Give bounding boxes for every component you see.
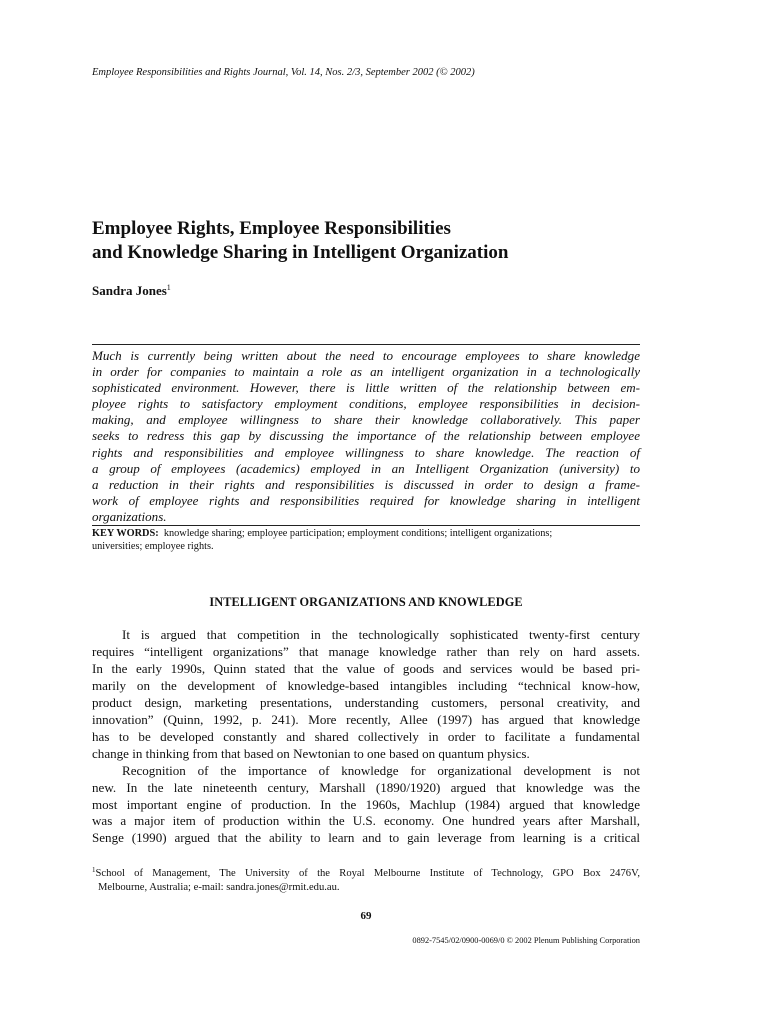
abstract-line: in order for companies to maintain a role as an intelligent organization in a technologically (92, 364, 640, 380)
abstract-bottom-rule (92, 525, 640, 526)
body-line: Senge (1990) argued that the ability to learn and to gain leverage from learning is a critical (92, 830, 640, 846)
body-line: Recognition of the importance of knowledge for organizational development is not (122, 762, 640, 778)
body-line: It is argued that competition in the technologically sophisticated twenty-first century (122, 627, 640, 642)
keywords-line: universities; employee rights. (92, 540, 214, 552)
copyright-line: 0892-7545/02/0900-0069/0 © 2002 Plenum Publishing Corporation (412, 936, 640, 945)
abstract-line: making, and employee willingness to share their knowledge collaboratively. This paper (92, 412, 640, 428)
abstract-line: ployee rights to satisfactory employment conditions, employee responsibilities in decision- (92, 396, 640, 412)
abstract-line: organizations. (92, 508, 167, 524)
body-line: requires “intelligent organizations” that manage knowledge rather than rely on hard assets. (92, 643, 640, 659)
body-text (92, 627, 640, 847)
article-title-line: Employee Rights, Employee Responsibilities (92, 218, 451, 239)
keywords-text: knowledge sharing; employee participation; employment conditions; intelligent organizations; (163, 528, 553, 539)
footnote-line: Melbourne, Australia; e-mail: sandra.jones@rmit.edu.au. (98, 881, 340, 893)
article-title (92, 217, 652, 265)
body-line: was a major item of production within the U.S. economy. One hundred years after Marshall, (92, 813, 640, 829)
author-footnote-mark: 1 (166, 283, 171, 292)
abstract-line: sophisticated environment. However, there is little written of the relationship between em- (92, 380, 640, 396)
footnote-mark: 1 (92, 866, 96, 874)
body-line: marily on the development of knowledge-based intangibles including “technical know-how, (92, 677, 640, 693)
footnote-line (92, 864, 640, 881)
keywords-label: KEY WORDS: (92, 528, 159, 539)
keywords (92, 528, 640, 553)
section-heading: INTELLIGENT ORGANIZATIONS AND KNOWLEDGE (209, 595, 523, 609)
footnote (92, 864, 640, 895)
abstract-line: rights and responsibilities and employee willingness to share knowledge. The reaction of (92, 444, 640, 460)
body-line: new. In the late nineteenth century, Marshall (1890/1920) argued that knowledge was the (92, 779, 640, 795)
body-line: change in thinking from that based on Newtonian to one based on quantum physics. (92, 745, 530, 761)
body-line: In the early 1990s, Quinn stated that the value of goods and services would be based pri- (92, 660, 640, 676)
footnote-text: School of Management, The University of the Royal Melbourne Institute of Technology, GPO Box 2476V, (95, 868, 640, 879)
keywords-line (92, 528, 640, 541)
abstract (92, 348, 640, 525)
author-name (92, 283, 171, 299)
running-head: Employee Responsibilities and Rights Journal, Vol. 14, Nos. 2/3, September 2002 (© 2002) (92, 67, 475, 78)
body-line: product design, marketing presentations, understanding customers, personal creativity, and (92, 694, 640, 710)
body-line: most important engine of production. In the 1960s, Machlup (1984) argued that knowledge (92, 796, 640, 812)
article-title-line: and Knowledge Sharing in Intelligent Organization (92, 242, 509, 263)
abstract-line: seeks to redress this gap by discussing the importance of the relationship between employee (92, 428, 640, 444)
abstract-line: Much is currently being written about the need to encourage employees to share knowledge (92, 348, 640, 363)
abstract-line: a group of employees (academics) employed in an Intelligent Organization (university) to (92, 460, 640, 476)
abstract-top-rule (92, 344, 640, 345)
page-number: 69 (360, 910, 372, 922)
body-line: has to be developed constantly and shared collectively in order to facilitate a fundamental (92, 728, 640, 744)
body-line: innovation” (Quinn, 1992, p. 241). More recently, Allee (1997) has argued that knowledge (92, 711, 640, 727)
abstract-line: a reduction in their rights and responsibilities is discussed in order to design a frame- (92, 476, 640, 492)
abstract-line: work of employee rights and responsibilities required for knowledge sharing in intelligent (92, 492, 640, 508)
author-name-text: Sandra Jones (92, 283, 167, 298)
